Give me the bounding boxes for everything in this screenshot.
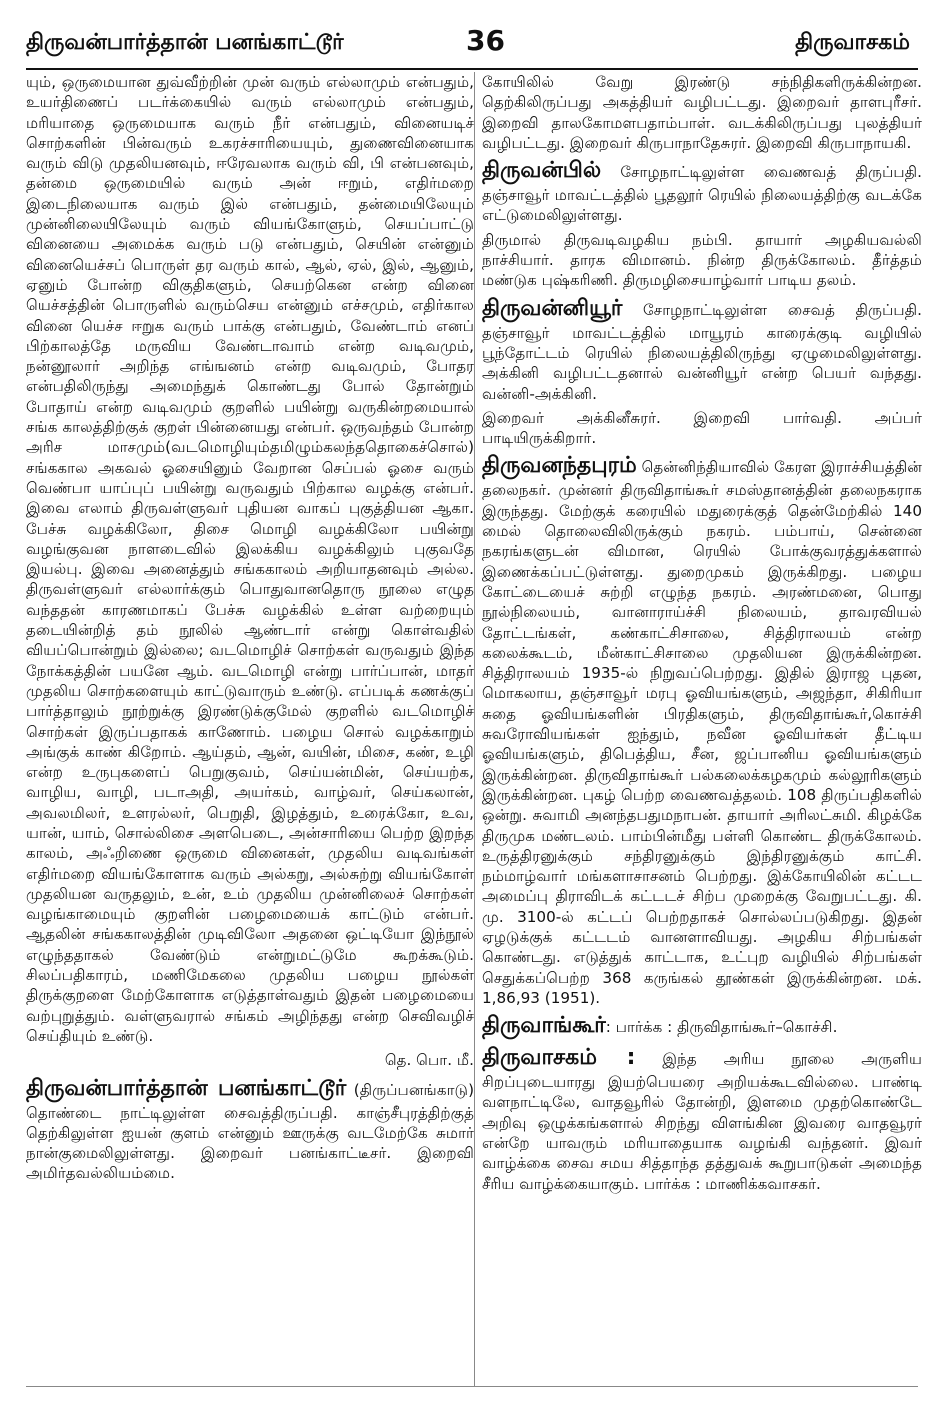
entry-body: சோழநாட்டிலுள்ள வைணவத் திருப்பதி. தஞ்சாவூர் மாவட்டத்தில் பூதலூர் ரெயில் நிலையத்திற்கு வடக்கே எட்டுமைலிலுள்ளது. bbox=[482, 163, 923, 225]
entry-tiruvanniyur bbox=[482, 295, 922, 404]
right-column bbox=[482, 72, 922, 1198]
entry-heading: திருவன்பார்த்தான் பனங்காட்டூர் bbox=[26, 1075, 347, 1101]
author-signature: தெ. பொ. மீ. bbox=[384, 1051, 474, 1070]
entry-tiruvanniyur-details: இறைவர் அக்கினீசுரர். இறைவி பார்வதி. அப்பர் பாடியிருக்கிறார். bbox=[482, 408, 922, 448]
entry-heading: திருவன்னியூர் bbox=[482, 295, 623, 321]
entry-heading: திருவனந்தபுரம் bbox=[482, 453, 637, 479]
entry-heading: திருவாசகம் : bbox=[482, 1045, 636, 1071]
page-number: 36 bbox=[466, 24, 505, 57]
header-left-title: திருவன்பார்த்தான் பனங்காட்டூர் bbox=[26, 30, 344, 55]
entry-body: இந்த அரிய நூலை அருளிய சிறப்புடையாரது இயற்பெயரை அறியக்கூடவில்லை. பாண்டி வளநாட்டிலே, வாதவூரில் தோன்றி, இளமை முதற்கொண்டே அறிவு ஒழுக்கங்களால் சிறந்து விளங்கின இவரை வாதவூரர் என்றே யாவரும் மரியாதையாக வழங்கி வந்தனர். இவர் வாழ்க்கை சைவ சமய சித்தாந்த தத்துவக் கூறுபாடுகள் அமைந்த சீரிய வாழ்க்கையாகும். பார்க்க : மாணிக்கவாசகர். bbox=[482, 1050, 922, 1193]
entry-tiruvasagam bbox=[482, 1044, 922, 1194]
author-signature-line bbox=[26, 1050, 474, 1070]
entry-body: : பார்க்க : திருவிதாங்கூர்–கொச்சி. bbox=[605, 1018, 838, 1037]
header-right-title: திருவாசகம் bbox=[795, 30, 910, 55]
text-columns bbox=[26, 72, 923, 1367]
entry-body: (திருப்பனங்காடு) தொண்டை நாட்டிலுள்ள சைவத்திருப்பதி. காஞ்சீபுரத்திற்குத் தெற்கிலுள்ள ஐயன் குளம் என்னும் ஊருக்கு வடமேற்கே சுமார் நான்குமைலிலுள்ளது. இறைவர் பனங்காட்டீசர். இறைவி அமிர்தவல்லியம்மை. bbox=[26, 1080, 474, 1183]
kural-continuation-paragraph: யும், ஒருமையான துவ்வீற்றின் முன் வரும் எல்லாமும் என்பதும், உயர்திணைப் படர்க்கையில் வரும் எல்லாமும் என்பதும், மரியாதை ஒருமையாக வரும் நீர் என்பதும், வினையடிச் சொற்களின் பின்வரும் உகரச்சாரியையும், துணைவினையாக வரும் விடு முதலியனவும், ஈரேவலாக வரும் வி, பி என்பனவும், தன்மை ஒருமையில் வரும் அன் ஈறும், எதிர்மறை இடைநிலையாக வரும் இல் என்பதும், தன்மையிலேயும் முன்னிலையிலேயும் வரும் வியங்கோளும், செயப்பாட்டு வினையை அமைக்க வரும் படு என்பதும், செயின் என்னும் வினையெச்சப் பொருள் தர வரும் கால், ஆல், ஏல், இல், ஆனும், ஏனும் போன்ற விகுதிகளும், செயற்கென என்ற வினை யெச்சத்தின் பொருளில் வரும்செய என்னும் எச்சமும், எதிர்கால வினை யெச்ச ஈறுக வரும் பாக்கு என்பதும், வேண்டாம் எனப் பிற்காலத்தே மருவிய வேண்டாவாம் என்ற வடிவமும், நன்னூலார் அறிந்த எங்ஙனம் என்ற வடிவமும், போதர என்பதிலிருந்து அமைந்துக் கொண்டது போல் தோன்றும் போதாய் என்ற வடிவமும் குறளில் பயின்று வருகின்றமையால் சங்க காலத்திற்குக் குறள் பின்னையது என்பர். ஒருவந்தம் போன்ற அரிச மாசமும்(வடமொழியும்தமிழும்கலந்ததொகைச்சொல்) சங்ககால அகவல் ஓசையினும் வேறான செப்பல் ஓசை வரும் வெண்பா யாப்புப் பயின்று வருவதும் பிற்கால வழக்கு என்பர். இவை எலாம் திருவள்ளுவர் புதியன வாகப் புகுத்தியன ஆகா. பேச்சு வழக்கிலோ, திசை மொழி வழக்கிலோ பயின்று வழங்குவன நாளடைவில் இலக்கிய வழக்கிலும் புகுவதே இயல்பு. இவை அனைத்தும் சங்ககாலம் அறியாதனவும் அல்ல. திருவள்ளுவர் எல்லார்க்கும் பொதுவானதொரு நூலை எழுத வந்ததன் காரணமாகப் பேச்சு வழக்கில் உள்ள வற்றையும் தடையின்றித் தம் நூலில் ஆண்டார் என்று கொள்வதில் வியப்பொன்றும் இல்லை; வடமொழிச் சொற்கள் வருவதும் இந்த நோக்கத்தின் பயனே ஆம். வடமொழி என்று பார்ப்பான், மாதர் முதலிய சொற்களையும் காட்டுவாரும் உண்டு. எப்படிக் கணக்குப் பார்த்தாலும் நூற்றுக்கு இரண்டுக்குமேல் குறளில் வடமொழிச் சொற்கள் இருப்பதாகக் காணோம். பழைய சொல் வழக்காறும் அங்குக் காண் கிறோம். ஆய்தம், ஆன், வயின், மிசை, கண், உழி என்ற உருபுகளைப் பெறுகுவம், செய்யன்மின், செய்யற்க, வாழிய, வாழி, படாஅதி, அயர்கம், வாழ்வர், செய்கலான், அவலமிலர், உளரல்லர், பெறுதி, இழத்தும், உரைக்கோ, உவ, யான், யாம், சொல்லிசை அளபெடை, அன்சாரியை பெற்ற இறந்த காலம், அஃறிணை ஒருமை வினைகள், முதலிய வடிவங்கள் எதிர்மறை வியங்கோளாக வரும் அல்கறு, அல்சுற்று வியங்கோள் முதலியன வருதலும், உன், உம் முதலிய முன்னிலைச் சொற்கள் வழங்காமையும் குறளின் பழைமையைக் காட்டும் என்பர். ஆதலின் சங்ககாலத்தின் முடிவிலோ அதனை ஒட்டியோ இந்நூல் எழுந்ததாகல் வேண்டும் என்றுமட்டுமே கூறக்கூடும். சிலப்பதிகாரம், மணிமேகலை முதலிய பழைய நூல்கள் திருக்குறளை மேற்கோளாக எடுத்தாள்வதும் இதன் பழைமையை வற்புறுத்தும். வள்ளுவரால் சங்கம் அழிந்தது என்ற செவிவழிச் செய்தியும் உண்டு. bbox=[26, 73, 474, 1045]
entry-tiruvananthapuram bbox=[482, 452, 922, 1008]
entry-heading: திருவாங்கூர் bbox=[482, 1013, 606, 1039]
temple-continuation-paragraph: கோயிலில் வேறு இரண்டு சந்நிதிகளிருக்கின்றன. தெற்கிலிருப்பது அகத்தியர் வழிபட்டது. இறைவர் தாளபுரீசர். இறைவி தாலகோமளபதாம்பாள். வடக்கிலிருப்பது புலத்தியர் வழிபட்டது. இறைவர் கிருபாநாதேசுரர். இறைவி கிருபாநாயகி. bbox=[482, 73, 922, 152]
entry-heading: திருவன்பில் bbox=[482, 158, 602, 184]
entry-body: தென்னிந்தியாவில் கேரள இராச்சியத்தின் தலைநகர். முன்னர் திருவிதாங்கூர் சமஸ்தானத்தின் தலைநகராக இருந்தது. மேற்குக் கரையில் மதுரைக்குத் தென்மேற்கில் 140 மைல் தொலைவிலிருக்கும் நகரம். பம்பாய், சென்னை நகரங்களுடன் விமான, ரெயில் போக்குவரத்துக்களால் இணைக்கப்பட்டுள்ளது. துறைமுகம் இருக்கிறது. பழைய கோட்டையைச் சுற்றி எழுந்த நகரம். அரண்மனை, பொது நூல்நிலையம், வானாராய்ச்சி நிலையம், தாவரவியல் தோட்டங்கள், கண்காட்சிசாலை, சித்திராலயம் என்ற கலைக்கூடம், மீன்காட்சிசாலை முதலியன இருக்கின்றன. சித்திராலயம் 1935-ல் நிறுவப்பெற்றது. இதில் இராஜ புதன, மொகலாய, தஞ்சாவூர் மரபு ஓவியங்களும், அஜந்தா, சிகிரியா சுதை ஓவியங்களின் பிரதிகளும், திருவிதாங்கூர்,கொச்சி சுவரோவியங்கள் ஐந்தும், நவீன ஓவியர்கள் தீட்டிய ஓவியங்களும், திபெத்திய, சீன, ஜப்பானிய ஓவியங்களும் இருக்கின்றன. திருவிதாங்கூர் பல்கலைக்கழகமும் கல்லூரிகளும் இருக்கின்றன. புகழ் பெற்ற வைணவத்தலம். 108 திருப்பதிகளில் ஒன்று. சுவாமி அனந்தபதுமநாபன். தாயார் அரிலட்சுமி. கிழக்கே திருமுக மண்டலம். பாம்பின்மீது பள்ளி கொண்ட திருக்கோலம். உருத்திரனுக்கும் சந்திரனுக்கும் இந்திரனுக்கும் காட்சி. நம்மாழ்வார் மங்களாசாசனம் பெற்றது. இக்கோயிலின் கட்டட அமைப்பு திராவிடக் கட்டடச் சிற்ப முறைக்கு வேறுபட்டது. கி. மு. 3100-ல் கட்டப் பெற்றதாகச் சொல்லப்படுகிறது. இதன் ஏழடுக்குக் கட்டடம் வானளாவியது. அழகிய சிற்பங்கள் கொண்டது. எடுத்துக் காட்டாக, உட்புற வழியில் சிற்பங்கள் செதுக்கப்பெற்ற 368 கருங்கல் தூண்கள் இருக்கின்றன. மக். 1,86,93 (1951). bbox=[482, 458, 922, 1007]
entry-panangattur bbox=[26, 1075, 474, 1184]
left-column bbox=[26, 72, 474, 1188]
entry-tiruvanbil bbox=[482, 157, 922, 226]
entry-body: சோழநாட்டிலுள்ள சைவத் திருப்பதி. தஞ்சாவூர் மாவட்டத்தில் மாயூரம் காரைக்குடி வழியில் பூந்தோட்டம் ரெயில் நிலையத்திலிருந்து ஏழுமைலிலுள்ளது. அக்கினி வழிபட்டதனால் வன்னியூர் என்ற பெயர் வந்தது. வன்னி-அக்கினி. bbox=[482, 300, 922, 403]
footer-rule bbox=[26, 1386, 918, 1387]
entry-tiruvanbil-details: திருமால் திருவடிவழகிய நம்பி. தாயார் அழகியவல்லி நாச்சியார். தாரக விமானம். நின்ற திருக்கோலம். தீர்த்தம் மண்டுக புஷ்கரிணி. திருமழிசையாழ்வார் பாடிய தலம். bbox=[482, 230, 922, 290]
entry-tiruvankur bbox=[482, 1012, 922, 1040]
running-header bbox=[26, 24, 918, 70]
